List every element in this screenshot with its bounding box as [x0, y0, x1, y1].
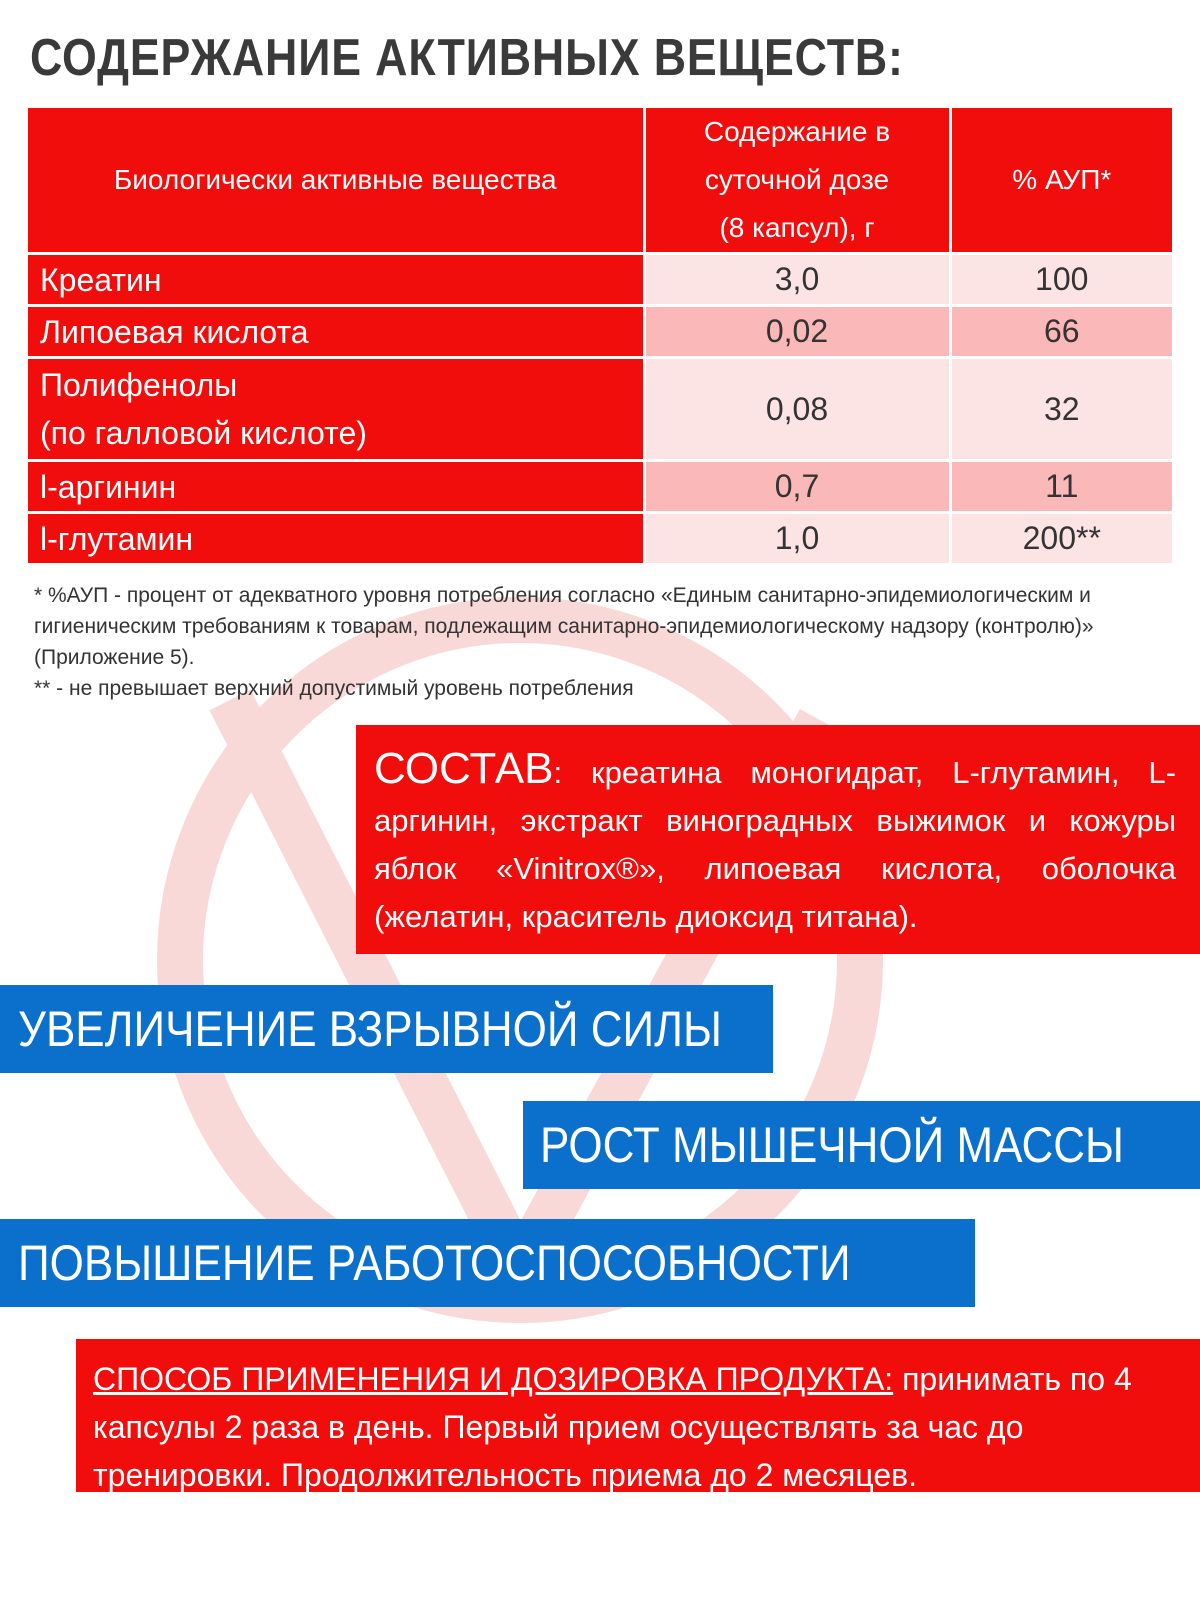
header-percent: % АУП*	[950, 108, 1172, 254]
substance-name-line-2: (по галловой кислоте)	[40, 415, 367, 451]
benefit-label: ПОВЫШЕНИЕ РАБОТОСПОСОБНОСТИ	[18, 1235, 851, 1291]
usage-heading: СПОСОБ ПРИМЕНЕНИЯ И ДОЗИРОВКА ПРОДУКТА:	[93, 1361, 894, 1397]
table-header-row	[28, 108, 1172, 254]
substance-dose: 0,7	[644, 461, 950, 513]
substance-dose: 3,0	[644, 254, 950, 306]
substance-name: l-аргинин	[28, 461, 644, 513]
table-row	[28, 461, 1172, 513]
benefit-label: РОСТ МЫШЕЧНОЙ МАССЫ	[540, 1117, 1125, 1173]
substance-dose: 0,08	[644, 358, 950, 461]
benefit-label: УВЕЛИЧЕНИЕ ВЗРЫВНОЙ СИЛЫ	[18, 1001, 722, 1057]
substance-percent: 200**	[950, 513, 1172, 565]
header-daily-dose	[644, 108, 950, 254]
substance-name: l-глутамин	[28, 513, 644, 565]
substance-name: Липоевая кислота	[28, 306, 644, 358]
composition-heading: СОСТАВ	[374, 744, 554, 793]
benefit-banner-muscle-growth	[523, 1101, 1200, 1189]
substance-percent: 11	[950, 461, 1172, 513]
footnote-upper-limit: ** - не превышает верхний допустимый уровень потребления	[34, 677, 634, 700]
benefit-banner-explosive-strength	[0, 985, 773, 1073]
table-row	[28, 306, 1172, 358]
table-row	[28, 358, 1172, 461]
header-substance: Биологически активные вещества	[28, 108, 644, 254]
composition-text: : креатина моногидрат, L-глутамин, L-аргинин, экстракт виноградных выжимок и кожуры яблок «Vinitrox®», липоевая кислота, оболочка (желатин, краситель диоксид титана).	[374, 755, 1176, 934]
substance-percent: 32	[950, 358, 1172, 461]
footnotes	[34, 580, 1174, 704]
substance-name	[28, 358, 644, 461]
substance-percent: 66	[950, 306, 1172, 358]
substance-name: Креатин	[28, 254, 644, 306]
benefit-banner-performance	[0, 1219, 975, 1307]
composition-box	[356, 725, 1200, 954]
usage-box	[76, 1339, 1200, 1492]
page-title: СОДЕРЖАНИЕ АКТИВНЫХ ВЕЩЕСТВ:	[30, 29, 904, 87]
substance-name-line-1: Полифенолы	[40, 367, 238, 403]
table-row	[28, 254, 1172, 306]
table-row	[28, 513, 1172, 565]
active-substances-table	[28, 108, 1172, 566]
substance-percent: 100	[950, 254, 1172, 306]
header-dose-line-1: Содержание в	[703, 116, 891, 147]
substance-dose: 1,0	[644, 513, 950, 565]
substance-dose: 0,02	[644, 306, 950, 358]
footnote-aup: * %АУП - процент от адекватного уровня потребления согласно «Единым санитарно-эпидемиологическим и гигиеническим требованиям к товарам, подлежащим санитарно-эпидемиологическому надзору (контролю)» (Приложение 5).	[34, 584, 1094, 669]
usage-text: принимать по 4 капсулы 2 раза в день. Первый прием осуществлять за час до тренировки. Продолжительность приема до 2 месяцев.	[93, 1361, 1132, 1493]
header-dose-line-2: суточной дозе	[704, 164, 890, 195]
header-dose-line-3: (8 капсул), г	[719, 212, 875, 243]
